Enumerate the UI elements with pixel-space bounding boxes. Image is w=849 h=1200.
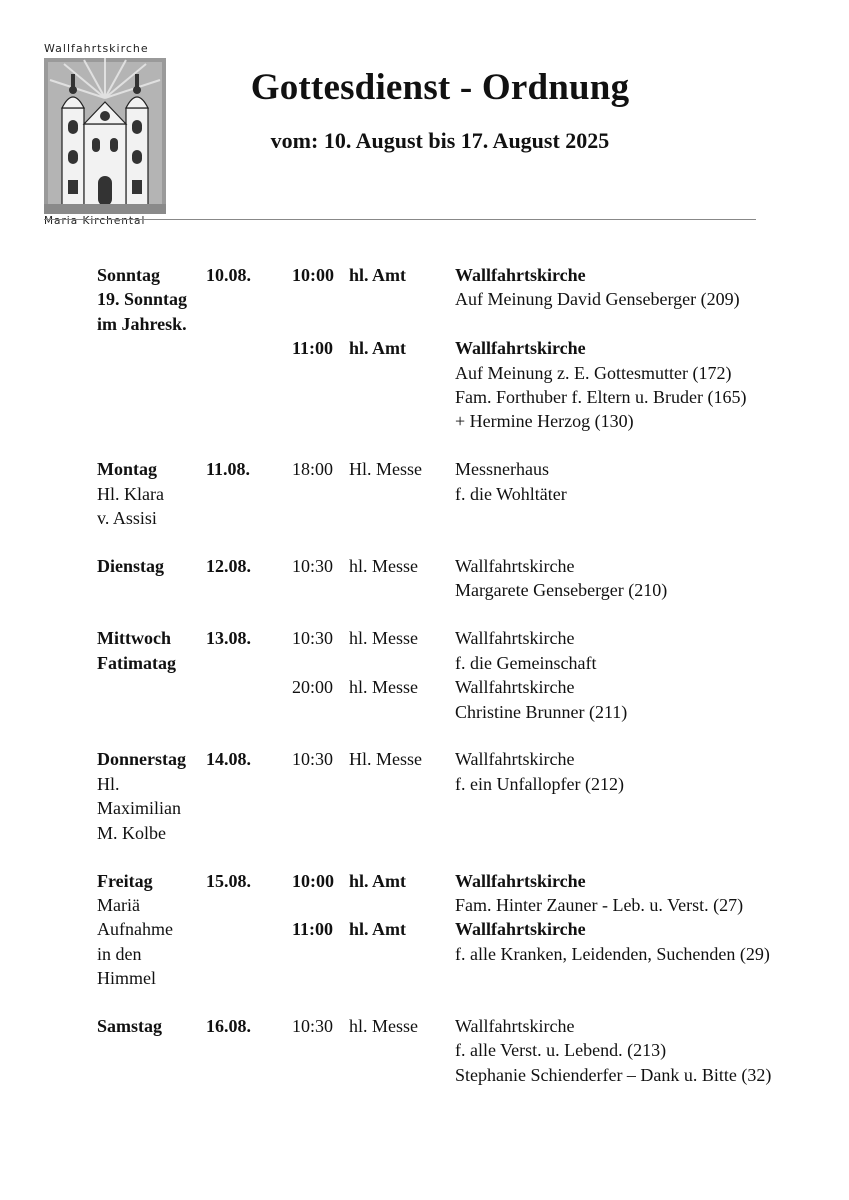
service-time: 10:30 [292, 1016, 334, 1037]
service-location: Wallfahrtskirche [455, 556, 575, 577]
day-block [97, 457, 817, 530]
day-block [97, 626, 817, 724]
mass-intention: + Hermine Herzog (130) [455, 411, 634, 432]
weekday-name: Dienstag [97, 556, 164, 577]
service-details [455, 917, 817, 966]
date-range: vom: 10. August bis 17. August 2025 [270, 128, 610, 153]
service-entry [292, 336, 817, 434]
mass-intention: f. alle Verst. u. Lebend. (213) [455, 1040, 667, 1061]
weekday-name: Mittwoch [97, 628, 171, 649]
service-details [455, 747, 817, 796]
service-time: 10:00 [292, 265, 334, 285]
service-details [455, 869, 817, 918]
service-type: Hl. Messe [349, 459, 422, 480]
service-type: hl. Messe [349, 1016, 418, 1037]
service-entry [292, 554, 817, 603]
service-time: 10:30 [292, 749, 334, 770]
day-date: 15.08. [206, 870, 251, 891]
service-list [292, 747, 817, 845]
logo-caption-top: Wallfahrtskirche [44, 42, 149, 55]
service-time: 18:00 [292, 459, 334, 480]
service-entry [292, 626, 817, 675]
service-type: hl. Messe [349, 556, 418, 577]
service-details [455, 457, 817, 506]
service-location: Wallfahrtskirche [455, 677, 575, 698]
service-location: Wallfahrtskirche [455, 749, 575, 770]
day-heading [97, 554, 205, 578]
service-location: Wallfahrtskirche [455, 628, 575, 649]
service-time: 11:00 [292, 338, 334, 359]
mass-intention: Fam. Forthuber f. Eltern u. Bruder (165) [455, 387, 747, 408]
mass-intention: Margarete Genseberger (210) [455, 580, 668, 601]
service-details [455, 554, 817, 603]
service-type: hl. Messe [349, 677, 418, 698]
feast-name-line: Fatimatag [97, 652, 176, 673]
mass-intention: Auf Meinung z. E. Gottesmutter (172) [455, 362, 732, 383]
service-details [455, 1014, 817, 1087]
service-schedule [97, 263, 817, 1087]
service-list [292, 554, 817, 603]
day-date: 14.08. [206, 749, 251, 770]
day-heading [97, 626, 205, 675]
feast-name-line: im Jahresk. [97, 313, 187, 334]
service-entry [292, 747, 817, 796]
service-time: 20:00 [292, 677, 334, 698]
service-list [292, 457, 817, 530]
service-type: hl. Amt [349, 919, 407, 940]
feast-name-line: Maximilian [97, 798, 181, 819]
church-illustration [44, 58, 166, 214]
service-location: Wallfahrtskirche [455, 1016, 575, 1037]
service-time: 11:00 [292, 919, 334, 940]
service-entry [292, 1014, 817, 1087]
service-type: hl. Amt [349, 870, 407, 891]
feast-name-line: Himmel [97, 968, 156, 989]
day-heading [97, 263, 205, 336]
day-heading [97, 869, 205, 991]
mass-intention: Christine Brunner (211) [455, 701, 628, 722]
service-location: Wallfahrtskirche [455, 338, 586, 359]
feast-name-line: Hl. Klara [97, 483, 164, 504]
feast-name-line: 19. Sonntag [97, 289, 188, 310]
service-location: Wallfahrtskirche [455, 265, 586, 285]
day-block [97, 747, 817, 845]
mass-intention: Stephanie Schienderfer – Dank u. Bitte (32) [455, 1064, 772, 1085]
feast-name-line: M. Kolbe [97, 822, 166, 843]
logo-caption-bottom: Maria Kirchental [44, 215, 146, 227]
service-type: hl. Amt [349, 338, 407, 359]
day-block [97, 869, 817, 991]
service-details [455, 263, 817, 312]
service-type: Hl. Messe [349, 749, 422, 770]
day-date: 10.08. [206, 265, 251, 285]
service-entry [292, 675, 817, 724]
weekday-name: Freitag [97, 870, 153, 891]
mass-intention: Fam. Hinter Zauner - Leb. u. Verst. (27) [455, 894, 744, 915]
service-details [455, 336, 817, 434]
day-date: 16.08. [206, 1016, 251, 1037]
day-heading [97, 1014, 205, 1038]
service-entry [292, 457, 817, 506]
feast-name-line: in den [97, 943, 142, 964]
day-date: 12.08. [206, 556, 251, 577]
service-entry [292, 917, 817, 966]
mass-intention: f. alle Kranken, Leidenden, Suchenden (29) [455, 943, 770, 964]
service-type: hl. Amt [349, 265, 407, 285]
service-list [292, 869, 817, 991]
day-block [97, 554, 817, 603]
service-entry [292, 263, 817, 312]
page-title: Gottesdienst - Ordnung [250, 67, 630, 108]
mass-intention: Auf Meinung David Genseberger (209) [455, 289, 740, 310]
weekday-name: Samstag [97, 1016, 163, 1037]
weekday-name: Donnerstag [97, 749, 186, 770]
service-details [455, 675, 817, 724]
service-list [292, 626, 817, 724]
feast-name-line: Aufnahme [97, 919, 173, 940]
mass-intention: f. die Wohltäter [455, 483, 567, 504]
feast-name-line: v. Assisi [97, 508, 157, 529]
day-date: 13.08. [206, 628, 251, 649]
day-date: 11.08. [206, 459, 251, 480]
service-time: 10:30 [292, 556, 334, 577]
feast-name-line: Hl. [97, 773, 120, 794]
service-type: hl. Messe [349, 628, 418, 649]
day-block [97, 1014, 817, 1087]
service-list [292, 1014, 817, 1087]
service-list [292, 263, 817, 434]
mass-intention: f. ein Unfallopfer (212) [455, 773, 624, 794]
service-location: Wallfahrtskirche [455, 870, 586, 891]
service-location: Messnerhaus [455, 459, 549, 480]
day-block [97, 263, 817, 434]
mass-intention: f. die Gemeinschaft [455, 652, 597, 673]
service-time: 10:00 [292, 870, 334, 891]
weekday-name: Sonntag [97, 265, 161, 285]
day-heading [97, 457, 205, 530]
church-logo [44, 42, 168, 226]
service-time: 10:30 [292, 628, 334, 649]
service-entry [292, 869, 817, 918]
service-location: Wallfahrtskirche [455, 919, 586, 940]
feast-name-line: Mariä [97, 894, 140, 915]
header-divider [44, 219, 756, 220]
day-heading [97, 747, 205, 845]
weekday-name: Montag [97, 459, 157, 480]
service-details [455, 626, 817, 675]
